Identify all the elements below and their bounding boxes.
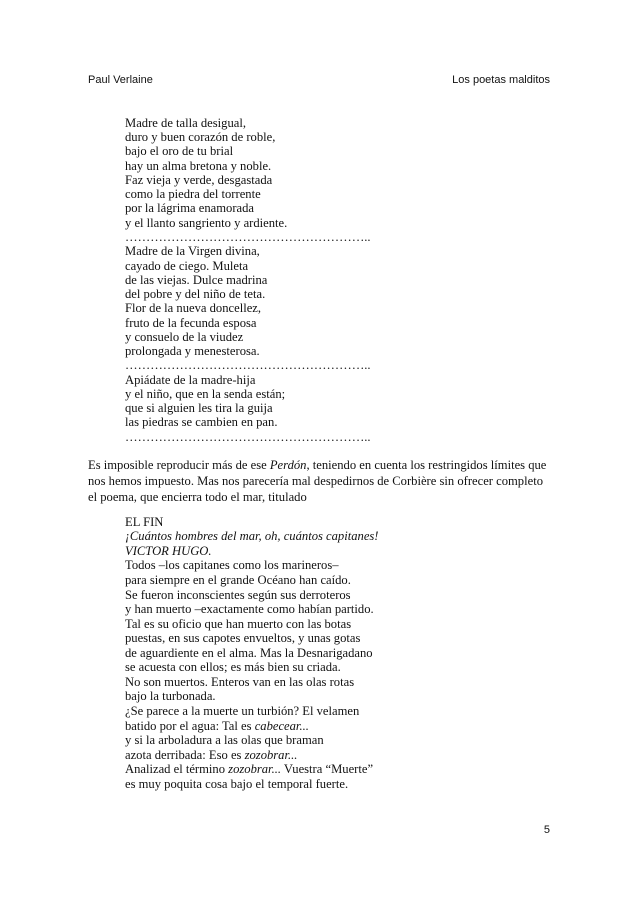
text-segment: azota derribada: Eso es (125, 747, 245, 762)
poem-line: prolongada y menesterosa. (125, 344, 260, 359)
poem-line: Faz vieja y verde, desgastada (125, 172, 273, 187)
poem-line: y el llanto sangriento y ardiente. (125, 215, 288, 230)
text-segment: batido por el agua: Tal es (125, 718, 255, 733)
poem-line: No son muertos. Enteros van en las olas rotas (125, 674, 355, 689)
poem-line: Todos –los capitanes como los marineros– (125, 558, 339, 573)
poem-line: ………………………………………………….. (125, 230, 371, 245)
poem-line: cayado de ciego. Muleta (125, 258, 249, 273)
poem-line: del pobre y del niño de teta. (125, 287, 266, 302)
poem-line: y el niño, que en la senda están; (125, 386, 286, 401)
page-number: 5 (543, 823, 550, 836)
poem-line: Tal es su oficio que han muerto con las botas (125, 616, 352, 631)
italic-text: zozobrar... (244, 747, 298, 762)
running-header-author: Paul Verlaine (88, 73, 153, 86)
poem-line: Madre de talla desigual, (125, 115, 246, 130)
poem-line: Apiádate de la madre-hija (125, 372, 256, 387)
poem-el-fin (125, 515, 379, 792)
paragraph-line (88, 457, 546, 473)
poem-line (125, 762, 379, 777)
poem-body (125, 558, 379, 791)
poem-line: por la lágrima enamorada (125, 201, 255, 216)
running-header-book-title: Los poetas malditos (452, 73, 550, 86)
poem-line: que si alguien les tira la guija (125, 401, 273, 416)
poem-line: fruto de la fecunda esposa (125, 315, 257, 330)
poem-line: bajo el oro de tu brial (125, 144, 234, 159)
poem-epigraph-author: VICTOR HUGO. (125, 543, 212, 558)
poem-line: bajo la turbonada. (125, 689, 216, 704)
poem-line (125, 719, 379, 734)
poem-line: ………………………………………………….. (125, 429, 371, 444)
poem-fragment (125, 116, 371, 444)
poem-line: para siempre en el grande Océano han caído. (125, 572, 351, 587)
poem-line: Flor de la nueva doncellez, (125, 301, 262, 316)
poem-line (125, 748, 379, 763)
text-segment: Analizad el término (125, 762, 229, 777)
italic-text: zozobrar... (228, 762, 282, 777)
text-segment: Vuestra “Muerte” (281, 762, 374, 777)
poem-line: hay un alma bretona y noble. (125, 158, 272, 173)
text-segment: Es imposible reproducir más de ese (88, 458, 270, 472)
poem-line: es muy poquita cosa bajo el temporal fuerte. (125, 776, 349, 791)
poem-line: y consuelo de la viudez (125, 329, 244, 344)
prose-paragraph (88, 457, 546, 505)
poem-line: y han muerto –exactamente como habían partido. (125, 602, 374, 617)
poem-line: de aguardiente en el alma. Mas la Desnarigadano (125, 645, 373, 660)
poem-line: Madre de la Virgen divina, (125, 244, 260, 259)
paragraph-line: nos hemos impuesto. Mas nos parecería mal despedirnos de Corbière sin ofrecer completo (88, 474, 543, 488)
poem-line: se acuesta con ellos; es más bien su criada. (125, 660, 341, 675)
italic-text: cabecear... (254, 718, 309, 733)
poem-line: Se fueron inconscientes según sus derroteros (125, 587, 351, 602)
poem-epigraph: ¡Cuántos hombres del mar, oh, cuántos capitanes! (125, 529, 379, 544)
poem-line: ¿Se parece a la muerte un turbión? El velamen (125, 704, 360, 718)
poem-line: puestas, en sus capotes envueltos, y unas gotas (125, 631, 361, 646)
poem-line: como la piedra del torrente (125, 187, 261, 202)
poem-line: y si la arboladura a las olas que braman (125, 733, 324, 748)
poem-line: ………………………………………………….. (125, 358, 371, 373)
poem-line: de las viejas. Dulce madrina (125, 272, 268, 287)
poem-line: las piedras se cambien en pan. (125, 415, 278, 430)
poem-title: EL FIN (125, 514, 164, 529)
poem-line: duro y buen corazón de roble, (125, 130, 276, 145)
text-segment: , teniendo en cuenta los restringidos límites que (306, 458, 547, 472)
italic-text: Perdón (269, 458, 307, 472)
paragraph-line: el poema, que encierra todo el mar, titulado (88, 490, 307, 504)
